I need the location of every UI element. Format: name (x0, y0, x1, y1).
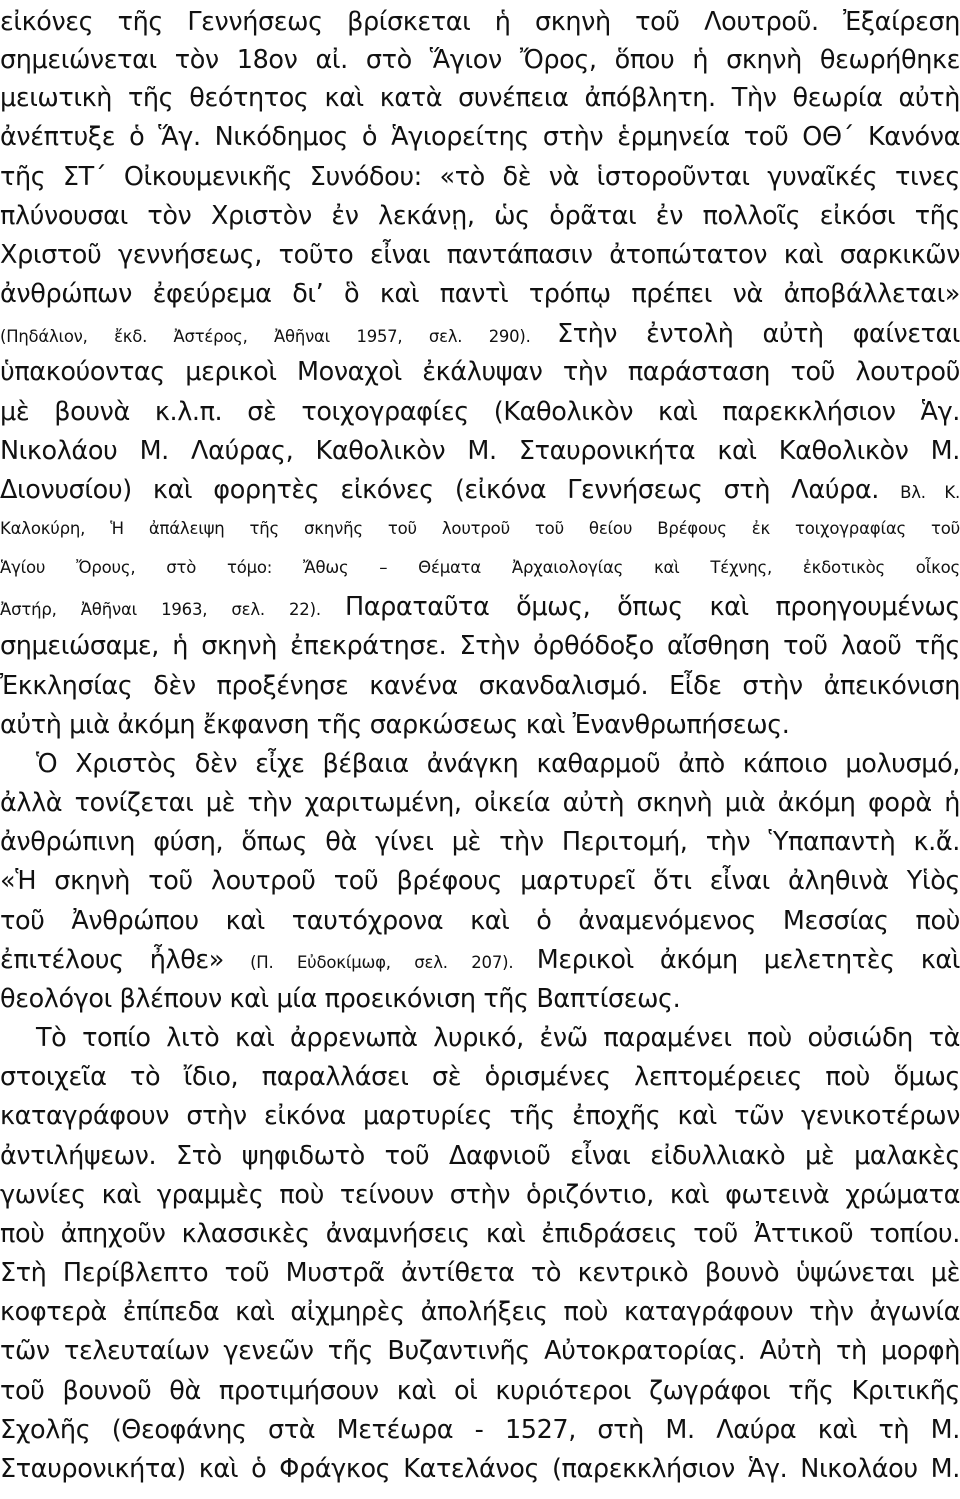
text-line: Στὴ Περίβλεπτο τοῦ Μυστρᾶ ἀντίθετα τὸ κεντρικὸ βουνὸ ὑψώνεται μὲ (0, 1258, 960, 1288)
text-line: ἐπιτέλους ἦλθε» (Π. Εὐδοκίμωφ, σελ. 207). Μερικοὶ ἀκόμη μελετητὲς καὶ (0, 945, 960, 975)
citation: Ἀστήρ, Ἀθῆναι 1963, σελ. 22). (0, 600, 345, 619)
text-line: τοῦ βουνοῦ θὰ προτιμήσουν καὶ οἱ κυριότεροι ζωγράφοι τῆς Κριτικῆς (0, 1376, 960, 1406)
text-line: Νικολάου Μ. Λαύρας, Καθολικὸν Μ. Σταυρονικήτα καὶ Καθολικὸν Μ. (0, 436, 960, 466)
citation: (Πηδάλιον, ἔκδ. Ἀστέρος, Ἀθῆναι 1957, σελ. 290). (0, 327, 558, 346)
text-line: Ἀστήρ, Ἀθῆναι 1963, σελ. 22). Παραταῦτα ὅμως, ὅπως καὶ προηγουμένως (0, 592, 960, 622)
text-line: σημειώσαμε, ἡ σκηνὴ ἐπεκράτησε. Στὴν ὀρθόδοξο αἴσθηση τοῦ λαοῦ τῆς (0, 631, 960, 661)
text-line: τοῦ Ἀνθρώπου καὶ ταυτόχρονα καὶ ὁ ἀναμενόμενος Μεσσίας ποὺ (0, 906, 960, 936)
citation-line: Ἁγίου Ὄρους, στὸ τόμο: Ἄθως – Θέματα Ἀρχαιολογίας καὶ Τέχνης, ἐκδοτικὸς οἶκος (0, 558, 960, 577)
text-line: ποὺ ἀπηχοῦν κλασσικὲς ἀναμνήσεις καὶ ἐπιδράσεις τοῦ Ἀττικοῦ τοπίου. (0, 1219, 960, 1249)
citation-line: Καλοκύρη, Ἡ ἀπάλειψη τῆς σκηνῆς τοῦ λουτροῦ τοῦ θείου Βρέφους ἐκ τοιχογραφίας τοῦ (0, 519, 960, 538)
text-line: μὲ βουνὰ κ.λ.π. σὲ τοιχογραφίες (Καθολικὸν καὶ παρεκκλήσιον Ἁγ. (0, 397, 960, 427)
text-line: Ἐκκλησίας δὲν προξένησε κανένα σκανδαλισμό. Εἶδε στὴν ἀπεικόνιση (0, 671, 960, 701)
text-line: Ὁ Χριστὸς δὲν εἶχε βέβαια ἀνάγκη καθαρμοῦ ἀπὸ κάποιο μολυσμό, (36, 749, 960, 779)
text-line: τῆς ΣΤ΄ Οἰκουμενικῆς Συνόδου: «τὸ δὲ νὰ ἱστοροῦνται γυναῖκές τινες (0, 162, 960, 192)
text-line: ἀλλὰ τονίζεται μὲ τὴν χαριτωμένη, οἰκεία αὐτὴ σκηνὴ μιὰ ἀκόμη φορὰ ἡ (0, 788, 960, 818)
text-line: Διονυσίου) καὶ φορητὲς εἰκόνες (εἰκόνα Γεννήσεως στὴ Λαύρα. Βλ. Κ. (0, 475, 960, 505)
citation: Βλ. Κ. (900, 483, 960, 502)
text-line: τῶν τελευταίων γενεῶν τῆς Βυζαντινῆς Αὐτοκρατορίας. Αὐτὴ τὴ μορφὴ (0, 1336, 960, 1366)
text-line: γωνίες καὶ γραμμὲς ποὺ τείνουν στὴν ὁριζόντιο, καὶ φωτεινὰ χρώματα (0, 1180, 960, 1210)
text-line: σημειώνεται τὸν 18ον αἰ. στὸ Ἅγιον Ὄρος, ὅπου ἡ σκηνὴ θεωρήθηκε (0, 45, 960, 75)
text-line: πλύνουσαι τὸν Χριστὸν ἐν λεκάνῃ, ὡς ὁρᾶται ἐν πολλοῖς εἰκόσι τῆς (0, 201, 960, 231)
text-line: ὑπακούοντας μερικοὶ Μοναχοὶ ἐκάλυψαν τὴν παράσταση τοῦ λουτροῦ (0, 357, 960, 387)
text-line: «Ἡ σκηνὴ τοῦ λουτροῦ τοῦ βρέφους μαρτυρεῖ ὅτι εἶναι ἀληθινὰ Υἱὸς (0, 866, 960, 896)
text-line: αὐτὴ μιὰ ἀκόμη ἔκφανση τῆς σαρκώσεως καὶ Ἐνανθρωπήσεως. (0, 710, 790, 740)
text-line: ἀντιλήψεων. Στὸ ψηφιδωτὸ τοῦ Δαφνιοῦ εἶναι εἰδυλλιακὸ μὲ μαλακὲς (0, 1141, 960, 1171)
text-line: Σταυρονικήτα) καὶ ὁ Φράγκος Κατελάνος (παρεκκλήσιον Ἁγ. Νικολάου Μ. (0, 1454, 960, 1484)
citation: (Π. Εὐδοκίμωφ, σελ. 207). (250, 953, 537, 972)
text-line: ἀνθρώπινη φύση, ὅπως θὰ γίνει μὲ τὴν Περιτομή, τὴν Ὑπαπαντὴ κ.ἄ. (0, 827, 960, 857)
text-line: ἀνθρώπων ἐφεύρεμα δι’ ὃ καὶ παντὶ τρόπῳ πρέπει νὰ ἀποβάλλεται» (0, 279, 960, 309)
text-line: Χριστοῦ γεννήσεως, τοῦτο εἶναι παντάπασιν ἀτοπώτατον καὶ σαρκικῶν (0, 240, 960, 270)
text-line: θεολόγοι βλέπουν καὶ μία προεικόνιση τῆς Βαπτίσεως. (0, 984, 681, 1014)
text-line: κοφτερὰ ἐπίπεδα καὶ αἰχμηρὲς ἀπολήξεις ποὺ καταγράφουν τὴν ἀγωνία (0, 1297, 960, 1327)
text-line: Τὸ τοπίο λιτὸ καὶ ἀρρενωπὰ λυρικό, ἐνῶ παραμένει ποὺ οὐσιώδη τὰ (36, 1023, 960, 1053)
text-line: (Πηδάλιον, ἔκδ. Ἀστέρος, Ἀθῆναι 1957, σελ. 290). Στὴν ἐντολὴ αὐτὴ φαίνεται (0, 318, 960, 348)
text-line: εἰκόνες τῆς Γεννήσεως βρίσκεται ἡ σκηνὴ τοῦ Λουτροῦ. Ἐξαίρεση (0, 7, 960, 37)
text-line: καταγράφουν στὴν εἰκόνα μαρτυρίες τῆς ἐποχῆς καὶ τῶν γενικοτέρων (0, 1101, 960, 1131)
text-line: μειωτικὴ τῆς θεότητος καὶ κατὰ συνέπεια ἀπόβλητη. Τὴν θεωρία αὐτὴ (0, 83, 960, 113)
text-line: στοιχεῖα τὸ ἴδιο, παραλλάσει σὲ ὁρισμένες λεπτομέρειες ποὺ ὅμως (0, 1062, 960, 1092)
text-line: Σχολῆς (Θεοφάνης στὰ Μετέωρα - 1527, στὴ Μ. Λαύρα καὶ τὴ Μ. (0, 1415, 960, 1445)
text-line: ἀνέπτυξε ὁ Ἅγ. Νικόδημος ὁ Ἁγιορείτης στὴν ἑρμηνεία τοῦ ΟΘ΄ Κανόνα (0, 122, 960, 152)
